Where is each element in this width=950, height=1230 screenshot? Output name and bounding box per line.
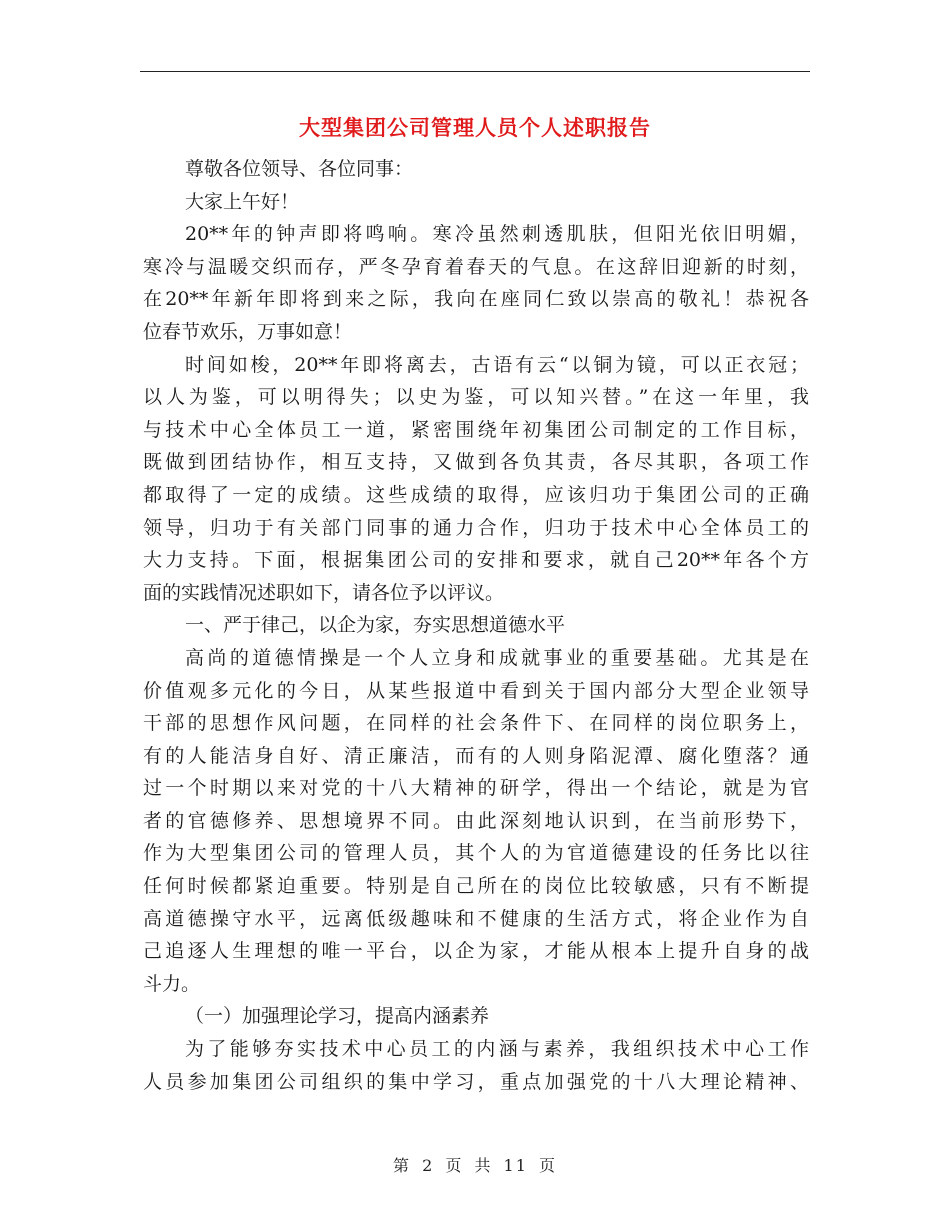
- text-line: 价值观多元化的今日，从某些报道中看到关于国内部分大型企业领导: [143, 679, 809, 702]
- text-line: 高道德操守水平，远离低级趣味和不健康的生活方式，将企业作为自: [143, 907, 809, 930]
- text-line: 领导，归功于有关部门同事的通力合作，归功于技术中心全体员工的: [143, 516, 809, 539]
- text-line: 任何时候都紧迫重要。特别是自己所在的岗位比较敏感，只有不断提: [143, 875, 809, 898]
- text-line: 与技术中心全体员工一道，紧密围绕年初集团公司制定的工作目标，: [143, 418, 809, 441]
- text-line: 在20**年新年即将到来之际，我向在座同仁致以崇高的敬礼！恭祝各: [143, 288, 809, 311]
- page-footer: 第 2 页 共 11 页: [393, 1156, 557, 1175]
- text-line: 面的实践情况述职如下，请各位予以评议。: [143, 581, 505, 604]
- header-rule: [140, 71, 810, 72]
- text-line: 有的人能洁身自好、清正廉洁，而有的人则身陷泥潭、腐化堕落？通: [143, 744, 809, 767]
- text-line: （一）加强理论学习，提高内涵素养: [185, 1005, 490, 1028]
- text-line: 都取得了一定的成绩。这些成绩的取得，应该归功于集团公司的正确: [143, 483, 809, 506]
- text-line: 20**年的钟声即将鸣响。寒冷虽然刺透肌肤，但阳光依旧明媚，: [185, 223, 809, 246]
- text-line: 干部的思想作风问题，在同样的社会条件下、在同样的岗位职务上，: [143, 712, 809, 735]
- text-line: 位春节欢乐，万事如意！: [143, 320, 353, 343]
- text-line: 为了能够夯实技术中心员工的内涵与素养，我组织技术中心工作: [185, 1038, 809, 1061]
- text-line: 作为大型集团公司的管理人员，其个人的为官道德建设的任务比以往: [143, 842, 809, 865]
- text-line: 一、严于律己，以企为家，夯实思想道德水平: [185, 614, 566, 637]
- text-line: 者的官德修养、思想境界不同。由此深刻地认识到，在当前形势下，: [143, 809, 809, 832]
- text-line: 高尚的道德情操是一个人立身和成就事业的重要基础。尤其是在: [185, 646, 809, 669]
- text-line: 尊敬各位领导、各位同事：: [185, 158, 414, 180]
- text-line: 既做到团结协作，相互支持，又做到各负其责，各尽其职，各项工作: [143, 451, 809, 474]
- document-body: [143, 153, 809, 1098]
- text-line: 时间如梭，20**年即将离去，古语有云“以铜为镜，可以正衣冠；: [185, 353, 809, 376]
- text-line: 斗力。: [143, 972, 201, 995]
- text-line: 己追逐人生理想的唯一平台，以企为家，才能从根本上提升自身的战: [143, 940, 809, 963]
- text-line: 寒冷与温暖交织而存，严冬孕育着春天的气息。在这辞旧迎新的时刻，: [143, 255, 809, 278]
- document-title: 大型集团公司管理人员个人述职报告: [299, 115, 651, 140]
- text-line: 大力支持。下面，根据集团公司的安排和要求，就自己20**年各个方: [143, 549, 809, 572]
- text-line: 过一个时期以来对党的十八大精神的研学，得出一个结论，就是为官: [143, 777, 809, 800]
- text-line: 以人为鉴，可以明得失；以史为鉴，可以知兴替。”在这一年里，我: [143, 386, 809, 409]
- text-line: 人员参加集团公司组织的集中学习，重点加强党的十八大理论精神、: [143, 1070, 809, 1093]
- text-line: 大家上午好！: [185, 190, 300, 213]
